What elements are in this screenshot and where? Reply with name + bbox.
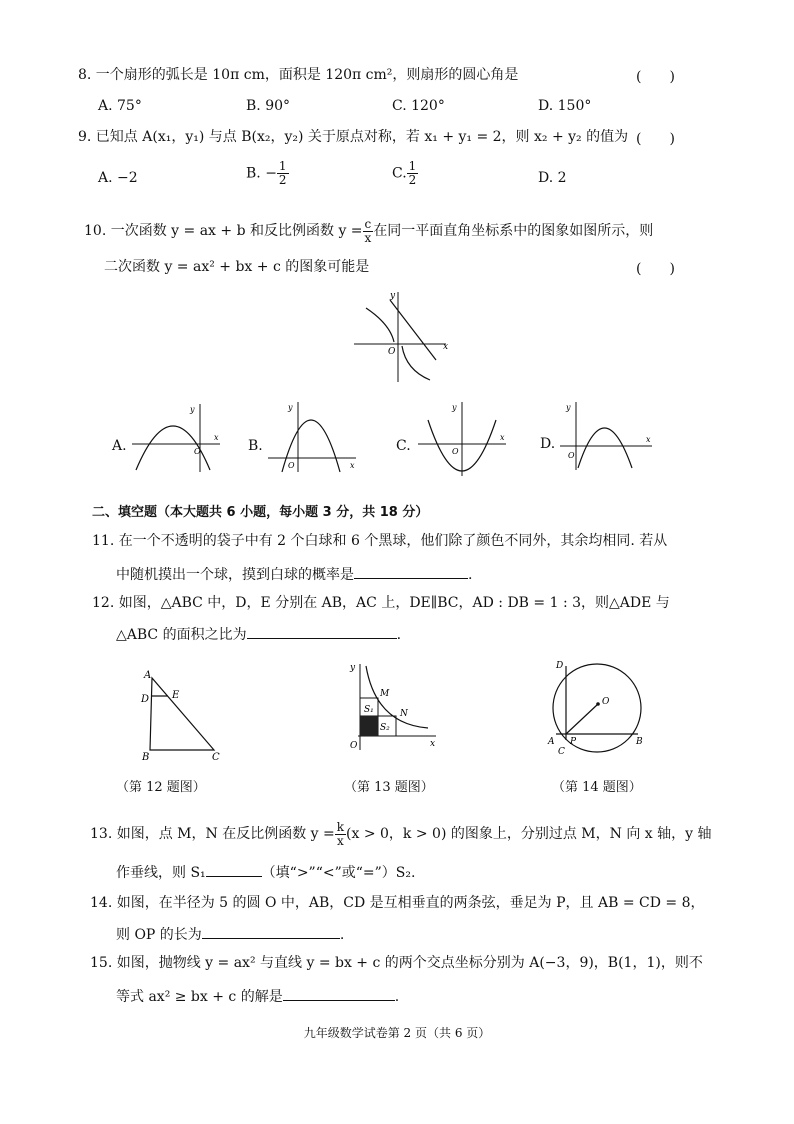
question-9-option-b: [246, 160, 289, 187]
question-14-answer-blank[interactable]: [202, 924, 340, 939]
point-a-label: A: [144, 670, 152, 681]
section-title-fill-in-blank: 二、填空题（本大题共 6 小题，每小题 3 分，共 18 分）: [92, 505, 429, 520]
y-axis-label: y: [566, 403, 571, 412]
figure-12-caption: （第 12 题图）: [116, 780, 206, 795]
hyperbola-branch: [402, 346, 430, 380]
question-10-option-d-label: D.: [540, 436, 556, 452]
y-axis-label: y: [452, 403, 457, 412]
figure-12-triangle: [138, 666, 228, 766]
question-11-text: 中随机摸出一个球，摸到白球的概率是: [116, 567, 354, 583]
question-12-text: △ABC 的面积之比为: [116, 627, 247, 643]
point-e-label: E: [172, 690, 180, 701]
fraction-numerator: k: [336, 819, 345, 834]
x-axis-label: x: [500, 433, 505, 442]
question-12-line-1: 12. 如图，△ABC 中，D，E 分别在 AB，AC 上，DE∥BC，AD : DB = 1 : 3，则△ADE 与: [92, 595, 670, 611]
question-13-answer-blank[interactable]: [206, 862, 262, 877]
fraction-denominator: x: [337, 833, 344, 848]
y-axis-label: y: [288, 403, 293, 412]
point-d-label: D: [141, 694, 150, 705]
point-d-label: D: [556, 661, 564, 671]
point-c-label: C: [212, 752, 220, 763]
overlap-shaded-region: [360, 716, 378, 736]
question-8-option-c: C. 120°: [392, 98, 445, 114]
point-p-label: P: [570, 737, 577, 747]
y-axis-label: y: [350, 663, 356, 673]
fraction: [277, 160, 289, 187]
point-n-label: N: [400, 709, 408, 719]
question-11-line-2: [116, 564, 472, 584]
question-10-option-c-label: C.: [396, 438, 411, 454]
question-9-option-c: [392, 160, 418, 187]
question-13-text-b: (x > 0，k > 0) 的图象上，分别过点 M，N 向 x 轴，y 轴: [346, 826, 712, 842]
question-14-line-2: [116, 924, 344, 944]
question-9-option-c-prefix: C.: [392, 165, 407, 182]
question-8-option-d: D. 150°: [538, 98, 592, 114]
question-10-text-a: 10. 一次函数 y = ax + b 和反比例函数 y =: [84, 223, 363, 239]
parabola: [136, 426, 210, 470]
question-9-option-d: D. 2: [538, 170, 567, 186]
question-12-answer-blank[interactable]: [247, 624, 397, 639]
fraction-denominator: 2: [408, 173, 417, 187]
question-10-option-a-label: A.: [112, 438, 127, 454]
question-15-answer-blank[interactable]: [283, 986, 395, 1001]
question-10-option-d-graph: [556, 398, 656, 472]
fraction: [335, 821, 346, 848]
question-10-option-c-graph: [414, 398, 510, 478]
fraction: [363, 218, 374, 245]
y-axis-label: y: [390, 291, 396, 301]
hyperbola-branch: [366, 308, 394, 342]
question-13-text-d: （填“>”“<”或“=”）S₂.: [261, 865, 416, 881]
question-12-end: .: [396, 627, 402, 643]
point-a-label: A: [548, 737, 555, 747]
fraction-denominator: 2: [278, 173, 287, 187]
question-9-answer-paren: ( ): [636, 131, 675, 147]
question-9-option-b-prefix: B. −: [246, 165, 277, 182]
question-11-end: .: [468, 567, 473, 583]
point-c-label: C: [558, 747, 565, 757]
question-15-line-1: 15. 如图，抛物线 y = ax² 与直线 y = bx + c 的两个交点坐标分别为 A(−3，9)，B(1，1)，则不: [90, 955, 703, 971]
point-b-label: B: [636, 737, 643, 747]
fraction-denominator: x: [364, 230, 372, 245]
question-13-text-c: 作垂线，则 S₁: [116, 865, 206, 881]
figure-13-caption: （第 13 题图）: [344, 780, 434, 795]
question-14-line-1: 14. 如图，在半径为 5 的圆 O 中，AB，CD 是互相垂直的两条弦，垂足为 P，且 AB = CD = 8，: [90, 895, 705, 911]
origin-label: O: [194, 447, 201, 456]
point-m-label: M: [380, 689, 390, 699]
question-8-answer-paren: ( ): [636, 69, 675, 85]
question-10-reference-graph: [350, 288, 450, 384]
origin-label: O: [388, 347, 396, 357]
figure-14-circle: [540, 656, 650, 760]
parabola: [578, 428, 632, 468]
question-10-option-b-label: B.: [248, 438, 263, 454]
question-15-text: 等式 ax² ≥ bx + c 的解是: [116, 989, 283, 1005]
x-axis-label: x: [646, 435, 651, 444]
page-footer: 九年级数学试卷第 2 页（共 6 页）: [303, 1026, 491, 1040]
question-11-answer-blank[interactable]: [354, 564, 468, 579]
question-10-answer-paren: ( ): [636, 261, 675, 277]
x-axis-label: x: [350, 461, 355, 470]
question-12-line-2: [116, 624, 401, 644]
question-15-line-2: [116, 986, 399, 1006]
line-graph: [390, 300, 436, 360]
question-13-line-2: [116, 862, 415, 882]
figure-13-hyperbola: [340, 660, 440, 756]
point-b-label: B: [142, 752, 150, 763]
y-axis-label: y: [190, 405, 195, 414]
area-s1-label: S₁: [364, 705, 374, 715]
question-10-line-1: [84, 216, 653, 246]
question-13-line-1: [90, 818, 712, 850]
question-8-option-b: B. 90°: [246, 98, 291, 114]
origin-label: O: [288, 461, 295, 470]
question-8-stem: 8. 一个扇形的弧长是 10π cm，面积是 120π cm²，则扇形的圆心角是: [78, 67, 519, 83]
point-o-label: O: [602, 697, 610, 707]
figure-14-caption: （第 14 题图）: [552, 780, 642, 795]
origin-label: O: [568, 451, 575, 460]
question-8-option-a: A. 75°: [98, 98, 142, 114]
question-10-option-a-graph: [128, 400, 224, 474]
origin-label: O: [452, 447, 459, 456]
x-axis-label: x: [214, 433, 219, 442]
fraction-numerator: 1: [408, 159, 417, 173]
origin-label: O: [350, 741, 358, 751]
x-axis-label: x: [430, 739, 436, 749]
question-14-end: .: [339, 927, 345, 943]
area-s2-label: S₂: [380, 723, 390, 733]
question-9-option-a: A. −2: [98, 170, 138, 186]
x-axis-label: x: [443, 342, 449, 352]
question-9-stem: 9. 已知点 A(x₁，y₁) 与点 B(x₂，y₂) 关于原点对称，若 x₁ + y₁ = 2，则 x₂ + y₂ 的值为: [78, 129, 629, 145]
question-11-line-1: 11. 在一个不透明的袋子中有 2 个白球和 6 个黑球，他们除了颜色不同外，其余均相同. 若从: [92, 533, 668, 549]
fraction: [407, 160, 419, 187]
question-10-option-b-graph: [264, 398, 360, 474]
question-10-text-b: 在同一平面直角坐标系中的图象如图所示，则: [373, 223, 654, 239]
question-10-line-2: 二次函数 y = ax² + bx + c 的图象可能是: [104, 259, 370, 275]
fraction-numerator: c: [363, 218, 374, 232]
question-13-text-a: 13. 如图，点 M，N 在反比例函数 y =: [90, 826, 335, 842]
question-15-end: .: [394, 989, 400, 1005]
question-14-text: 则 OP 的长为: [116, 927, 202, 943]
fraction-numerator: 1: [278, 159, 287, 173]
